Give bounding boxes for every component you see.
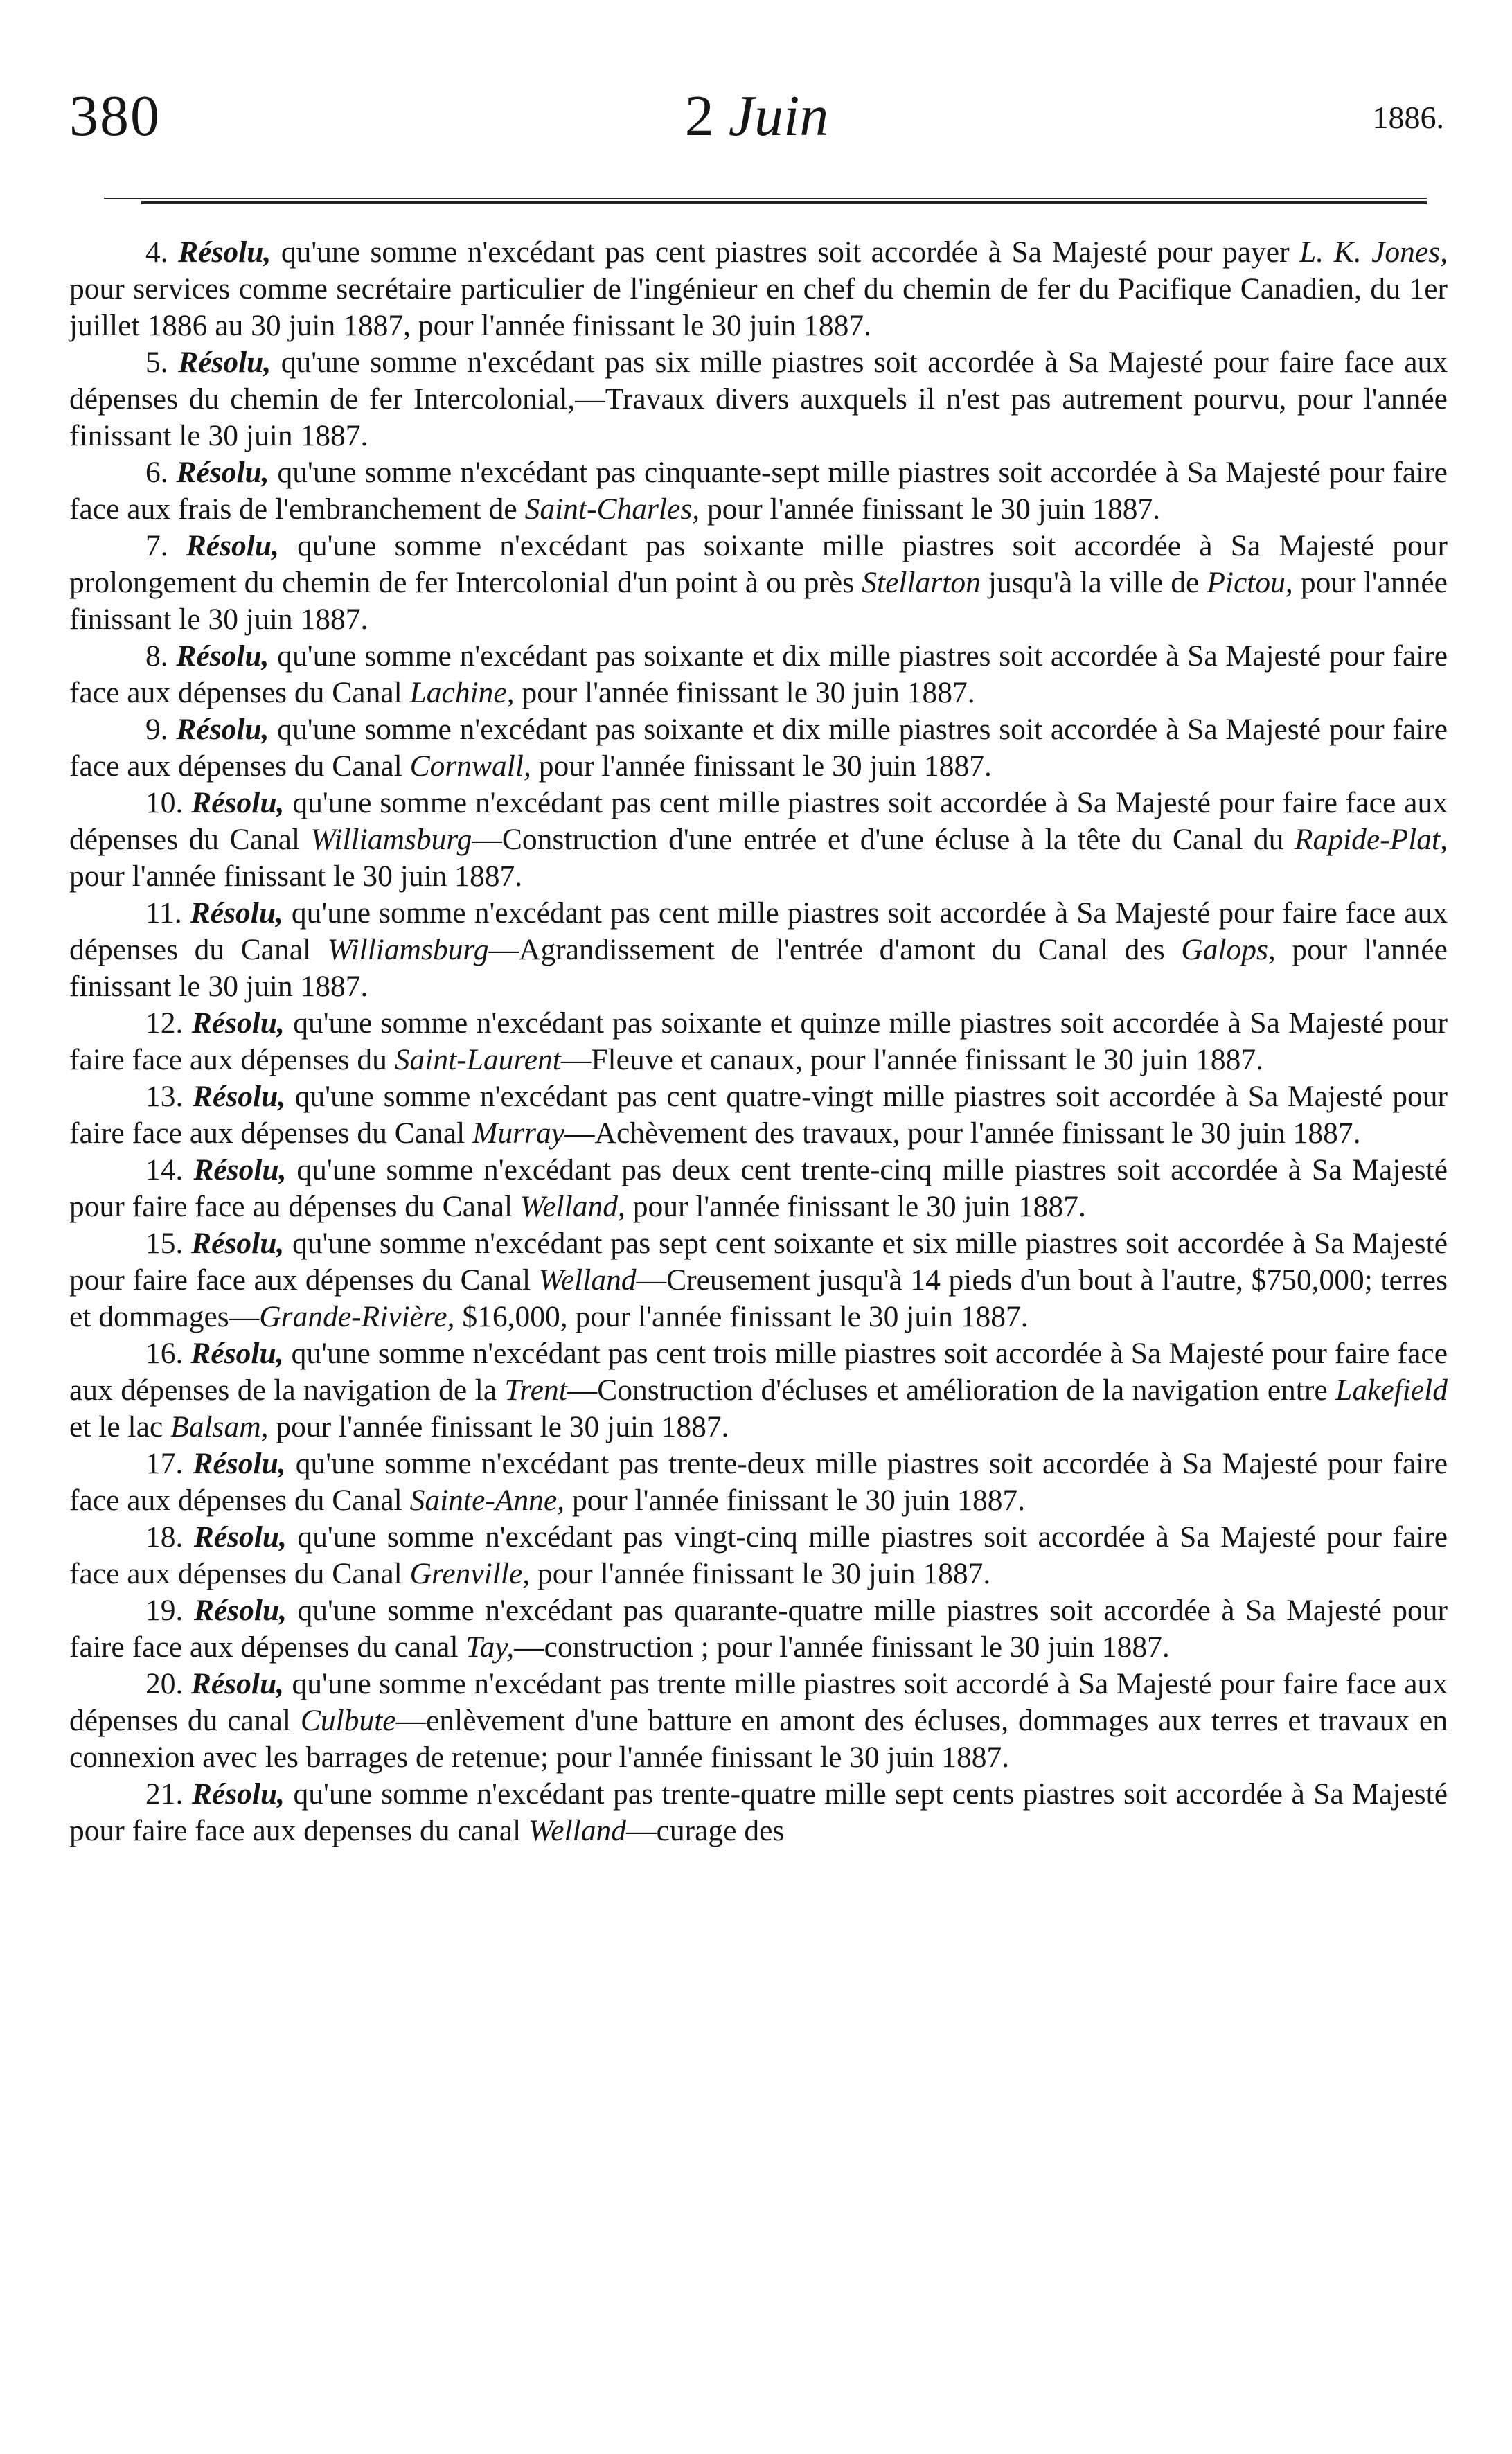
resolution-text: —Construction d'écluses et amélioration de la navigation entre — [567, 1373, 1336, 1407]
resolution-number: 16. — [145, 1337, 184, 1370]
resolution-5 — [69, 344, 1448, 454]
header-rule-thick — [141, 201, 1427, 204]
resolution-text: qu'une somme n'excédant pas cent trois mille piastres soit accordée à Sa Majesté pour faire face aux dépenses de la navigation de la — [69, 1337, 1448, 1407]
place-name: Lachine, — [409, 676, 515, 709]
place-name: Grande-Rivière, — [259, 1300, 455, 1333]
resolution-number: 5. — [145, 346, 168, 379]
resolution-text: qu'une somme n'excédant pas quarante-quatre mille piastres soit accordée à Sa Majesté pour faire face aux dépenses du canal — [69, 1594, 1448, 1664]
resolu-word: Résolu, — [191, 1777, 285, 1811]
header-rule-thin — [104, 198, 1427, 199]
resolution-11 — [69, 895, 1448, 1005]
resolution-text: pour l'année finissant le 30 juin 1887. — [514, 676, 975, 709]
place-name: Balsam, — [170, 1410, 269, 1443]
place-name: Grenville, — [409, 1557, 531, 1590]
resolution-number: 21. — [145, 1777, 184, 1811]
resolution-text: qu'une somme n'excédant pas trente-deux mille piastres soit accordée à Sa Majesté pour faire face aux dépenses du Canal — [69, 1447, 1448, 1517]
resolution-10 — [69, 785, 1448, 895]
place-name: Welland — [528, 1814, 627, 1847]
resolution-12 — [69, 1005, 1448, 1078]
resolu-word: Résolu, — [191, 1006, 285, 1040]
resolution-number: 18. — [145, 1520, 184, 1554]
place-name: Galops, — [1181, 933, 1276, 966]
resolution-number: 20. — [145, 1667, 184, 1700]
resolution-text: qu'une somme n'excédant pas soixante et dix mille piastres soit accordée à Sa Majesté pour faire face aux dépenses du Canal — [69, 639, 1448, 709]
resolution-number: 17. — [145, 1447, 184, 1480]
resolu-word: Résolu, — [193, 1447, 286, 1480]
resolu-word: Résolu, — [191, 1227, 285, 1260]
resolution-7 — [69, 528, 1448, 638]
place-name: Saint-Charles, — [524, 492, 700, 526]
place-name: Rapide-Plat, — [1294, 823, 1448, 856]
place-name: Welland — [538, 1263, 637, 1297]
resolution-text: $16,000, pour l'année finissant le 30 juin 1887. — [454, 1300, 1029, 1333]
resolution-text: pour l'année finissant le 30 juin 1887. — [625, 1190, 1086, 1223]
place-name: Stellarton — [862, 566, 981, 599]
resolution-text: qu'une somme n'excédant pas cent mille piastres soit accordée à Sa Majesté pour faire face aux dépenses du Canal — [69, 786, 1448, 856]
date-month: Juin — [728, 84, 829, 148]
place-name: Cornwall, — [409, 749, 531, 783]
resolu-word: Résolu, — [193, 1153, 287, 1186]
resolution-text: pour l'année finissant le 30 juin 1887. — [69, 566, 1448, 636]
page-header — [69, 82, 1444, 158]
resolution-text: qu'une somme n'excédant pas cent mille piastres soit accordée à Sa Majesté pour faire face aux dépenses du Canal — [69, 896, 1448, 966]
resolution-4 — [69, 234, 1448, 344]
resolu-word: Résolu, — [176, 639, 269, 673]
resolution-text: pour l'année finissant le 30 juin 1887. — [69, 860, 523, 893]
place-name: Williamsburg — [310, 823, 472, 856]
resolution-text: —curage des — [626, 1814, 785, 1847]
resolution-text: qu'une somme n'excédant pas trente mille piastres soit accordé à Sa Majesté pour faire face aux dépenses du canal — [69, 1667, 1448, 1737]
resolu-word: Résolu, — [191, 786, 285, 819]
resolution-text: qu'une somme n'excédant pas soixante mille piastres soit accordée à Sa Majesté pour prolongement du chemin de fer Intercolonial d'un point à ou près — [69, 529, 1448, 599]
resolution-number: 12. — [145, 1006, 184, 1040]
resolution-text: —enlèvement d'une batture en amont des écluses, dommages aux terres et travaux en connexion avec les barrages de retenue; pour l'année finissant le 30 juin 1887. — [69, 1704, 1448, 1774]
resolution-8 — [69, 638, 1448, 711]
resolution-text: qu'une somme n'excédant pas cent quatre-vingt mille piastres soit accordée à Sa Majesté pour faire face aux dépenses du Canal — [69, 1080, 1448, 1150]
resolution-number: 9. — [145, 713, 168, 746]
resolution-number: 13. — [145, 1080, 184, 1113]
resolution-number: 19. — [145, 1594, 184, 1627]
date-day: 2 — [684, 84, 714, 148]
resolu-word: Résolu, — [190, 896, 283, 930]
person-name: L. K. Jones, — [1299, 235, 1448, 269]
place-name: Culbute — [300, 1704, 396, 1737]
resolution-text: qu'une somme n'excédant pas vingt-cinq mille piastres soit accordée à Sa Majesté pour faire face aux dépenses du Canal — [69, 1520, 1448, 1590]
resolution-text: —construction ; pour l'année finissant le 30 juin 1887. — [514, 1630, 1170, 1664]
resolution-text: —Fleuve et canaux, pour l'année finissant le 30 juin 1887. — [560, 1043, 1263, 1076]
resolu-word: Résolu, — [193, 1080, 286, 1113]
resolution-20 — [69, 1666, 1448, 1776]
resolution-text: pour l'année finissant le 30 juin 1887. — [69, 933, 1448, 1003]
resolutions-body — [69, 234, 1448, 1849]
resolution-text: qu'une somme n'excédant pas trente-quatre mille sept cents piastres soit accordée à Sa Majesté pour faire face aux depenses du canal — [69, 1777, 1448, 1847]
resolution-16 — [69, 1335, 1448, 1446]
resolu-word: Résolu, — [193, 1594, 287, 1627]
resolution-17 — [69, 1446, 1448, 1519]
resolution-text: pour l'année finissant le 30 juin 1887. — [531, 749, 992, 783]
resolution-text: —Creusement jusqu'à 14 pieds d'un bout à l'autre, $750,000; terres et dommages— — [69, 1263, 1448, 1333]
resolution-number: 6. — [145, 456, 168, 489]
resolution-text: pour services comme secrétaire particulier de l'ingénieur en chef du chemin de fer du Pacifique Canadien, du 1er juillet 1886 au 30 juin 1887, pour l'année finissant le 30 juin 1887. — [69, 272, 1448, 342]
resolution-number: 8. — [145, 639, 168, 673]
place-name: Sainte-Anne, — [409, 1484, 565, 1517]
resolution-21 — [69, 1776, 1448, 1849]
resolution-6 — [69, 454, 1448, 528]
place-name: Lakefield — [1335, 1373, 1448, 1407]
resolution-18 — [69, 1519, 1448, 1592]
resolution-number: 14. — [145, 1153, 184, 1186]
resolution-number: 10. — [145, 786, 184, 819]
resolu-word: Résolu, — [190, 1667, 285, 1700]
resolution-text: qu'une somme n'excédant pas soixante et dix mille piastres soit accordée à Sa Majesté pour faire face aux dépenses du Canal — [69, 713, 1448, 783]
place-name: Pictou, — [1207, 566, 1293, 599]
resolu-word: Résolu, — [190, 1337, 284, 1370]
resolution-text: —Construction d'une entrée et d'une écluse à la tête du Canal du — [472, 823, 1295, 856]
place-name: Welland, — [520, 1190, 625, 1223]
resolution-14 — [69, 1152, 1448, 1225]
resolu-word: Résolu, — [193, 1520, 287, 1554]
resolution-number: 11. — [145, 896, 182, 930]
resolution-text: et le lac — [69, 1410, 171, 1443]
resolution-text: pour l'année finissant le 30 juin 1887. — [268, 1410, 729, 1443]
place-name: Trent — [504, 1373, 567, 1407]
place-name: Saint-Laurent — [394, 1043, 561, 1076]
resolution-number: 15. — [145, 1227, 184, 1260]
resolution-text: qu'une somme n'excédant pas soixante et quinze mille piastres soit accordée à Sa Majesté pour faire face aux dépenses du — [69, 1006, 1448, 1076]
resolution-text: qu'une somme n'excédant pas cent piastres soit accordée à Sa Majesté pour payer — [271, 235, 1300, 269]
resolution-9 — [69, 711, 1448, 785]
resolution-text: pour l'année finissant le 30 juin 1887. — [700, 492, 1161, 526]
resolution-19 — [69, 1592, 1448, 1666]
resolution-text: pour l'année finissant le 30 juin 1887. — [530, 1557, 991, 1590]
place-name: Williamsburg — [327, 933, 489, 966]
page-year: 1886. — [1372, 100, 1444, 135]
resolution-text: jusqu'à la ville de — [980, 566, 1207, 599]
resolution-text: qu'une somme n'excédant pas sept cent soixante et six mille piastres soit accordée à Sa Majesté pour faire face aux dépenses du Canal — [69, 1227, 1448, 1297]
place-name: Murray — [472, 1117, 565, 1150]
resolu-word: Résolu, — [176, 456, 269, 489]
resolution-text: qu'une somme n'excédant pas deux cent trente-cinq mille piastres soit accordée à Sa Majesté pour faire face au dépenses du Canal — [69, 1153, 1448, 1223]
page-number: 380 — [69, 84, 161, 148]
resolu-word: Résolu, — [186, 529, 279, 562]
resolution-text: —Agrandissement de l'entrée d'amont du Canal des — [488, 933, 1182, 966]
resolu-word: Résolu, — [178, 235, 272, 269]
resolu-word: Résolu, — [176, 713, 269, 746]
resolu-word: Résolu, — [178, 346, 272, 379]
resolution-13 — [69, 1078, 1448, 1152]
place-name: Tay, — [465, 1630, 515, 1664]
resolution-text: —Achèvement des travaux, pour l'année finissant le 30 juin 1887. — [564, 1117, 1361, 1150]
resolution-number: 7. — [145, 529, 168, 562]
resolution-number: 4. — [145, 235, 168, 269]
resolution-text: qu'une somme n'excédant pas six mille piastres soit accordée à Sa Majesté pour faire face aux dépenses du chemin de fer Intercolonial,—Travaux divers auxquels il n'est pas autrement pourvu, pour l'année finissant le 30 juin 1887. — [69, 346, 1448, 452]
resolution-text: pour l'année finissant le 30 juin 1887. — [564, 1484, 1026, 1517]
resolution-text: qu'une somme n'excédant pas cinquante-sept mille piastres soit accordée à Sa Majesté pour faire face aux frais de l'embranchement de — [69, 456, 1448, 526]
page-date-title — [69, 82, 1444, 151]
resolution-15 — [69, 1225, 1448, 1335]
